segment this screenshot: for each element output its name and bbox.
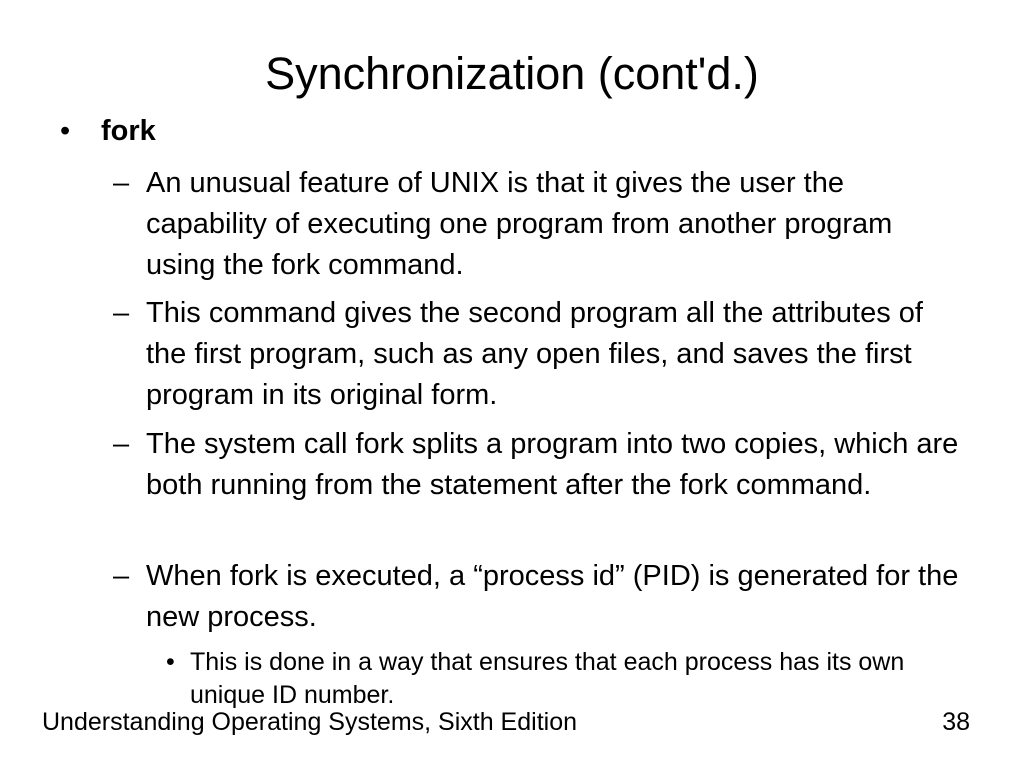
footer-page-number: 38: [942, 708, 970, 736]
bullet-marker: •: [60, 115, 71, 147]
sub-bullet-marker: –: [113, 297, 130, 329]
sub-sub-bullet-text: This is done in a way that ensures that each process has its own unique ID number.: [190, 648, 905, 709]
sub-bullet-marker: –: [113, 428, 130, 460]
sub-bullet-text: An unusual feature of UNIX is that it gives the user the capability of executing one program from another program using the fork command.: [146, 167, 893, 281]
sub-bullet-text: The system call fork splits a program into two copies, which are both running from the statement after the fork command.: [146, 428, 959, 501]
sub-bullet-text: When fork is executed, a “process id” (PID) is generated for the new process.: [146, 560, 959, 633]
sub-bullet-marker: –: [113, 167, 130, 199]
slide-title: Synchronization (cont'd.): [265, 48, 759, 99]
sub-sub-bullet-marker: •: [166, 648, 175, 676]
sub-bullet-marker: –: [113, 560, 130, 592]
sub-bullet-text: This command gives the second program all the attributes of the first program, such as any open files, and saves the first program in its original form.: [146, 297, 923, 411]
footer-book-title: Understanding Operating Systems, Sixth Edition: [42, 708, 577, 736]
bullet-text: fork: [101, 115, 156, 147]
